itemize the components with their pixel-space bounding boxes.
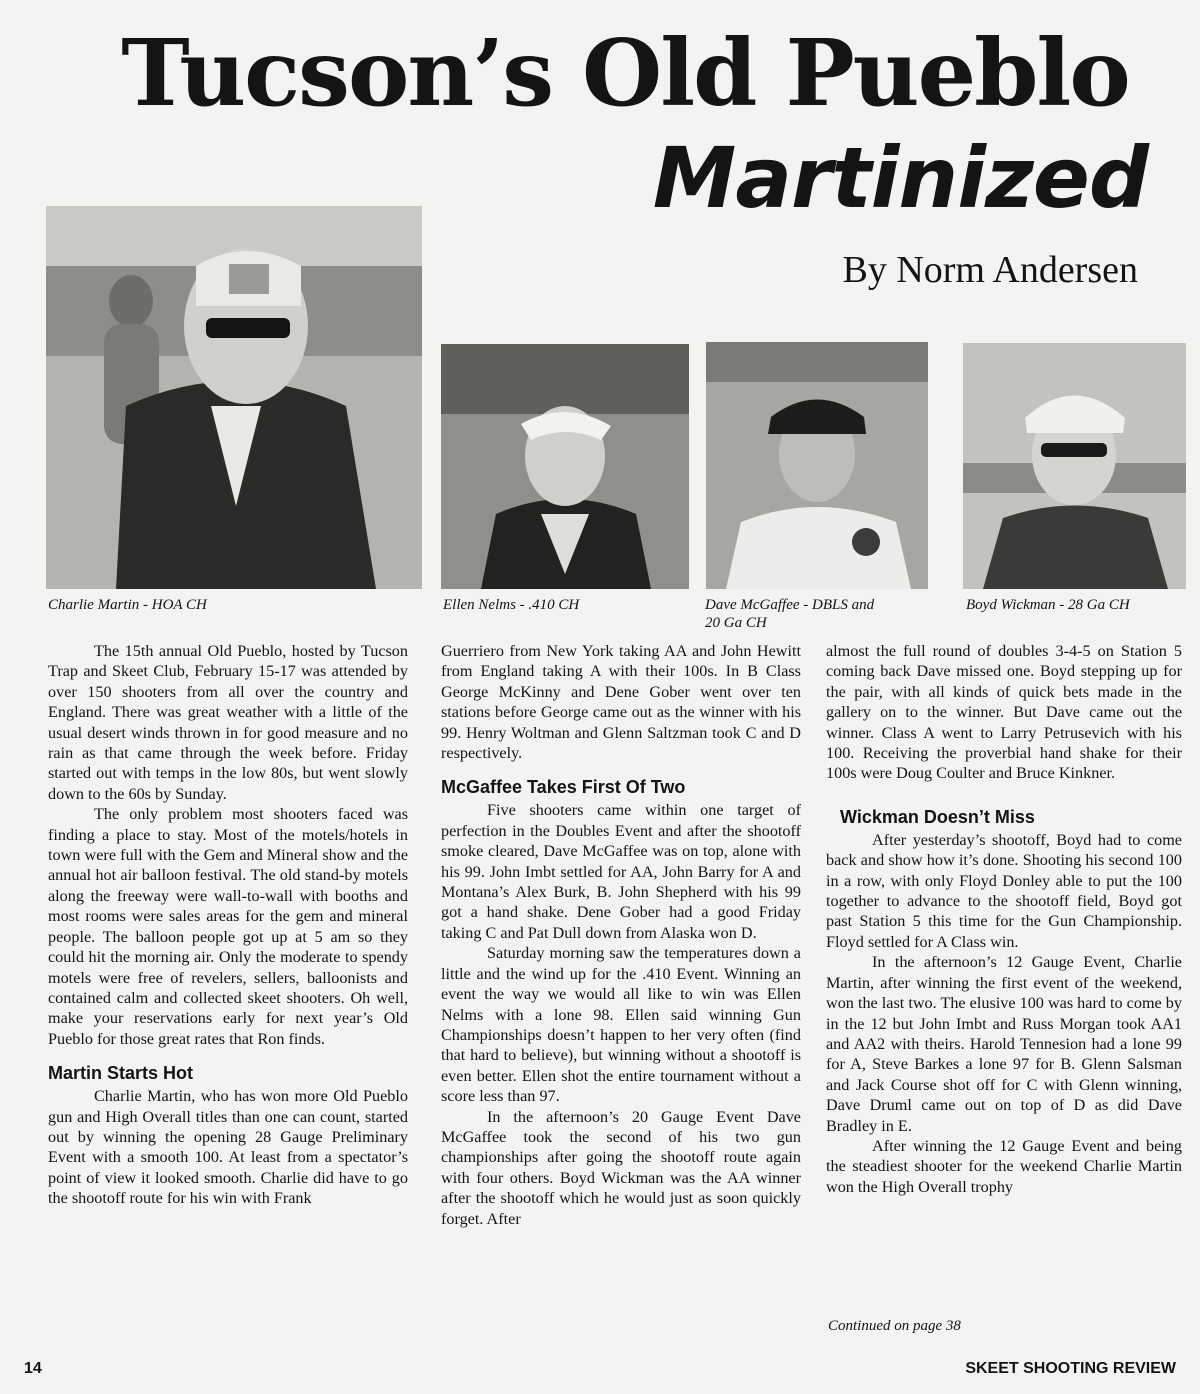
headline-line-1: Tucson’s Old Pueblo [121,19,1129,127]
paragraph: After winning the 12 Gauge Event and being the steadiest shooter for the weekend Charlie Martin won the High Overall trophy [826,1136,1182,1196]
photo-ellen-nelms [441,344,689,589]
photo-dave-mcgaffee [706,342,928,589]
byline: By Norm Andersen [842,249,1138,291]
paragraph: Saturday morning saw the temperatures down a little and the wind up for the .410 Event. Winning an event the way we would all like to win was Ellen Nelms with a lone 98. Ellen said winning Gun Championships doesn’t happen to her very often (find that hard to believe), but winning without a shootoff is even better. Ellen shot the entire tournament without a score less than 97. [441,944,801,1106]
paragraph: The 15th annual Old Pueblo, hosted by Tucson Trap and Skeet Club, February 15-17 was attended by over 150 shooters from all over the country and England. There was great weather with a little of the usual desert winds thrown in for good measure and no rain as that came through the week before. Friday started out with temps in the low 80s, but went slowly down to the 60s by Sunday. [48,642,408,803]
photo-boyd-wickman [963,343,1186,589]
section-heading: Martin Starts Hot [48,1063,194,1084]
paragraph: The only problem most shooters faced was finding a place to stay. Most of the motels/hotels in town were full with the Gem and Mineral show and the annual hot air balloon festival. The old stand-by motels along the freeway were wall-to-wall with booths and most rooms were sales areas for the gem and mineral people. The balloon people got up at 5 am so they could hit the morning air. Only the moderate to spendy motels were free of revelers, sellers, balloonists and contained calm and collected skeet shooters. Oh well, make your reservations early for next year’s Old Pueblo for those great rates that Ron finds. [48,805,408,1048]
page-number: 14 [24,1360,42,1377]
paragraph: Guerriero from New York taking AA and John Hewitt from England taking A with their 100s. In B Class George McKinny and Dene Gober went over ten stations before George came out as the winner with his 99. Henry Woltman and Glenn Saltzman took C and D respectively. [441,642,801,763]
paragraph: After yesterday’s shootoff, Boyd had to come back and show how it’s done. Shooting his second 100 in a row, with only Floyd Donley able to put the 100 together to advance to the shootoff field, Boyd got past Station 5 this time for the Gun Championship. Floyd settled for A Class win. [826,830,1182,951]
magazine-title: SKEET SHOOTING REVIEW [965,1360,1176,1377]
section-heading: Wickman Doesn’t Miss [840,806,1035,827]
photo-caption-2 [443,596,579,614]
photo-caption-3 [705,596,874,632]
article-column-3 [826,641,1182,1197]
paragraph: Five shooters came within one target of perfection in the Doubles Event and after the shootoff smoke cleared, Dave McGaffee was on top, alone with his 99. John Imbt settled for AA, John Barry for A and Montana’s Alex Burk, B. John Shepherd with his 99 got a hand shake. Dene Gober had a good Friday taking C and Pat Dull down from Alaska won D. [441,801,801,942]
caption-text: Charlie Martin - HOA CH [48,597,207,613]
caption-text: Ellen Nelms - .410 CH [443,597,580,613]
paragraph: In the afternoon’s 20 Gauge Event Dave McGaffee took the second of his two gun championships after going the shootoff route again with four others. Boyd Wickman was the AA winner after the shootoff which he would just as soon quickly forget. After [441,1107,801,1228]
caption-text: Boyd Wickman - 28 Ga CH [966,597,1130,613]
photo-charlie-martin [46,206,422,589]
article-column-1 [48,641,408,1209]
continued-note: Continued on page 38 [828,1318,961,1334]
caption-text: Dave McGaffee - DBLS and [705,597,875,613]
article-column-2 [441,641,801,1229]
section-heading: McGaffee Takes First Of Two [441,777,686,798]
caption-text: 20 Ga CH [705,615,767,631]
headline-line-2: Martinized [652,129,1148,227]
photo-caption-1 [48,596,207,614]
photo-caption-4 [966,596,1130,614]
paragraph: Charlie Martin, who has won more Old Pueblo gun and High Overall titles than one can count, started out by winning the opening 28 Gauge Preliminary Event with a smooth 100. At least from a spectator’s point of view it looked smooth. Charlie did have to go the shootoff route for his win with Frank [48,1087,408,1208]
paragraph: almost the full round of doubles 3-4-5 on Station 5 coming back Dave missed one. Boyd stepping up for the pair, with all kinds of quick bets made in the gallery on to the winner. But Dave came out the winner. Class A went to Larry Petrusevich with his 100. Receiving the proverbial hand shake for their 100s were Doug Coulter and Bruce Kinkner. [826,642,1182,783]
paragraph: In the afternoon’s 12 Gauge Event, Charlie Martin, after winning the first event of the weekend, won the last two. The elusive 100 was hard to come by in the 12 but John Imbt and Russ Morgan took AA1 and AA2 with theirs. Harold Tennesion had a lone 99 for A, Steve Barkes a lone 97 for B. Glenn Salsman and Jack Course shot off for C with Glenn winning, Dave Druml came out on top of D as did Dave Bradley in E. [826,953,1182,1135]
